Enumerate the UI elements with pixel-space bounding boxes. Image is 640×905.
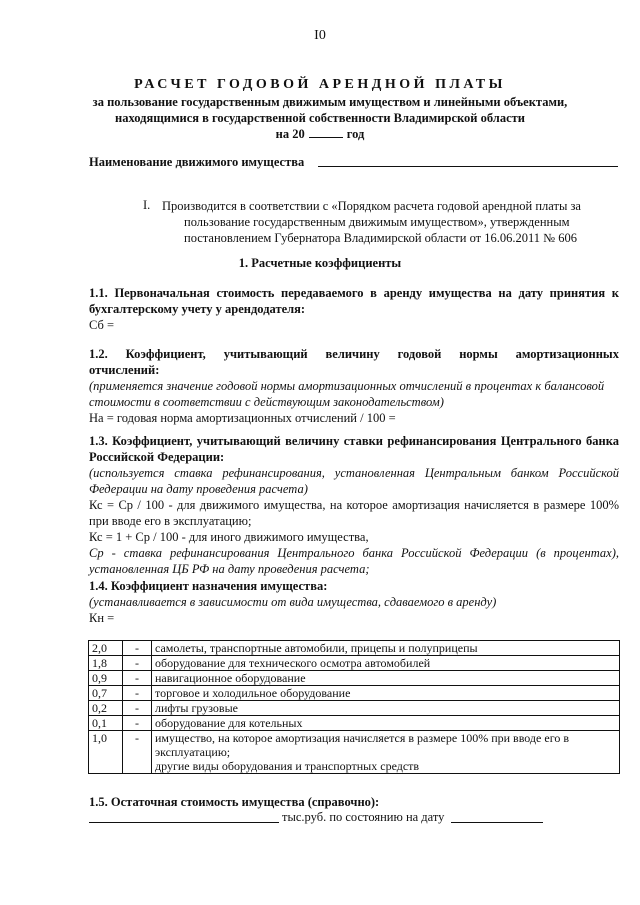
year-blank — [309, 126, 343, 138]
coef-description — [152, 731, 620, 774]
section-1-2-formula: На = годовая норма амортизационных отчислений / 100 = — [89, 411, 396, 425]
coef-description-line-2: другие виды оборудования и транспортных средств — [155, 759, 420, 773]
section-1-4-formula: Кн = — [89, 611, 115, 625]
intro-line-3: постановлением Губернатора Владимирской области от 16.06.2011 № 606 — [184, 231, 577, 245]
section-1-3-note: (используется ставка рефинансирования, установленная Центральным банком Российской Федерации на дату проведения расчета) — [89, 466, 619, 496]
year-prefix: на 20 — [275, 127, 305, 141]
residual-date-blank — [451, 822, 543, 823]
table-row — [89, 701, 620, 716]
section-1-5-text: тыс.руб. по состоянию на дату — [282, 810, 445, 824]
coef-description: торговое и холодильное оборудование — [152, 686, 620, 701]
heading-word: амортизационных — [515, 347, 619, 361]
coef-description: оборудование для технического осмотра автомобилей — [152, 656, 620, 671]
coef-value: 1,0 — [89, 731, 123, 774]
page-number: I0 — [314, 28, 326, 43]
intro-line-1: Производится в соответствии с «Порядком расчета годовой арендной платы за — [162, 199, 581, 213]
section-1-4 — [89, 578, 619, 626]
section-1-title: 1. Расчетные коэффициенты — [238, 256, 402, 270]
intro-numeral: I. — [143, 198, 151, 212]
year-line — [0, 126, 640, 142]
table-row — [89, 716, 620, 731]
year-suffix: год — [346, 127, 365, 141]
coef-value: 2,0 — [89, 641, 123, 656]
coef-value: 0,2 — [89, 701, 123, 716]
coef-dash: - — [123, 671, 152, 686]
subtitle-line-2: находящимися в государственной собственности Владимирской области — [115, 111, 525, 125]
section-1-4-note: (устанавливается в зависимости от вида имущества, сдаваемого в аренду) — [89, 595, 497, 609]
document-title: РАСЧЕТ ГОДОВОЙ АРЕНДНОЙ ПЛАТЫ — [134, 77, 506, 92]
coef-description: оборудование для котельных — [152, 716, 620, 731]
coef-value: 1,8 — [89, 656, 123, 671]
intro-line-2: пользование государственным движимым имуществом», утвержденным — [184, 215, 570, 229]
table-row — [89, 656, 620, 671]
section-1-2-heading-end: отчислений: — [89, 363, 160, 377]
table-row — [89, 731, 620, 774]
heading-word: учитывающий — [223, 347, 308, 361]
section-1-3-heading: 1.3. Коэффициент, учитывающий величину ставки рефинансирования Центрального банка Российской Федерации: — [89, 434, 619, 464]
table-row — [89, 686, 620, 701]
heading-word: Коэффициент, — [125, 347, 206, 361]
table-row — [89, 641, 620, 656]
coef-value: 0,7 — [89, 686, 123, 701]
section-1-2 — [89, 346, 619, 426]
section-1-3-formula-1: Кс = Ср / 100 - для движимого имущества, на которое амортизация начисляется в размере 100% при вводе его в эксплуатацию; — [89, 498, 619, 528]
coef-dash: - — [123, 641, 152, 656]
heading-word: 1.2. — [89, 347, 108, 361]
subtitle-line-1: за пользование государственным движимым имуществом и линейными объектами, — [92, 95, 568, 109]
section-1-2-heading — [89, 346, 619, 362]
section-1-3-note-2: Ср - ставка рефинансирования Центрального банка Российской Федерации (в процентах), установленная ЦБ РФ на дату проведения расчета; — [89, 546, 619, 576]
coef-dash: - — [123, 731, 152, 774]
section-1-3-formula-2: Кс = 1 + Ср / 100 - для иного движимого имущества, — [89, 530, 369, 544]
property-name-label: Наименование движимого имущества — [89, 155, 305, 169]
coef-value: 0,9 — [89, 671, 123, 686]
coefficient-table — [88, 640, 620, 774]
property-name-blank — [318, 166, 618, 167]
residual-value-blank — [89, 822, 279, 823]
section-1-2-note: (применяется значение годовой нормы амортизационных отчислений в процентах к балансовой стоимости в соответствии с действующим законодательством) — [89, 379, 605, 409]
section-1-3 — [89, 433, 619, 577]
section-1-1 — [89, 285, 619, 333]
heading-word: нормы — [459, 347, 498, 361]
coef-value: 0,1 — [89, 716, 123, 731]
section-1-4-heading: 1.4. Коэффициент назначения имущества: — [89, 579, 328, 593]
coef-description: навигационное оборудование — [152, 671, 620, 686]
heading-word: годовой — [397, 347, 442, 361]
coef-dash: - — [123, 686, 152, 701]
coef-dash: - — [123, 716, 152, 731]
heading-word: величину — [325, 347, 380, 361]
coef-description: лифты грузовые — [152, 701, 620, 716]
coef-description-line-1: имущество, на которое амортизация начисляется в размере 100% при вводе его в эксплуатацию; — [155, 731, 569, 759]
coef-dash: - — [123, 701, 152, 716]
intro-paragraph — [162, 198, 602, 246]
coef-description: самолеты, транспортные автомобили, прицепы и полуприцепы — [152, 641, 620, 656]
section-1-1-formula: Сб = — [89, 318, 115, 332]
section-1-5-heading: 1.5. Остаточная стоимость имущества (справочно): — [89, 795, 380, 809]
section-1-1-heading: 1.1. Первоначальная стоимость передаваемого в аренду имущества на дату принятия к бухгалтерскому учету у арендодателя: — [89, 286, 619, 316]
table-row — [89, 671, 620, 686]
coef-dash: - — [123, 656, 152, 671]
